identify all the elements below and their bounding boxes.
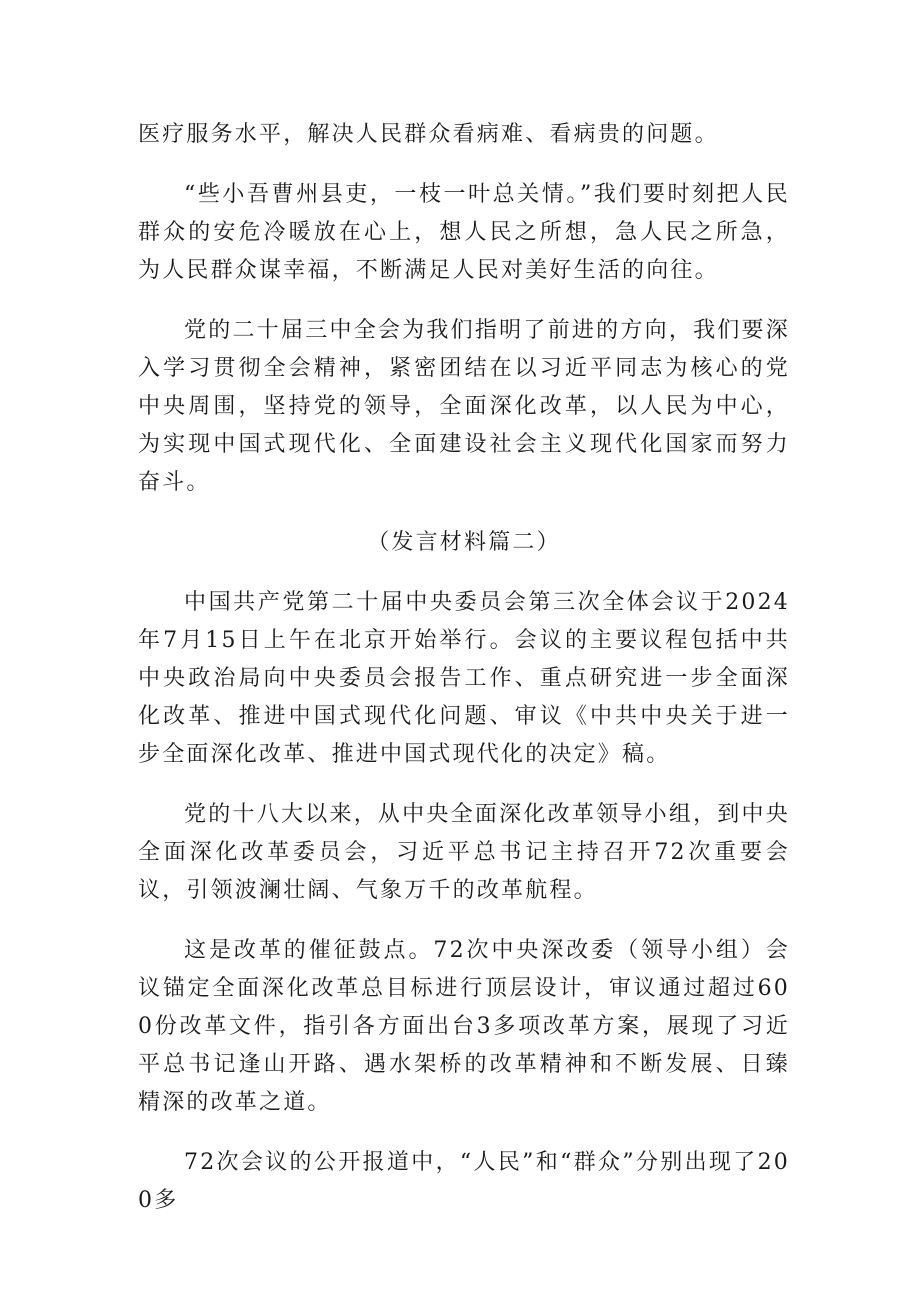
paragraph-reports: 72次会议的公开报道中，“人民”和“群众”分别出现了200多: [138, 1150, 790, 1213]
paragraph-reform-drumbeat: 这是改革的催征鼓点。72次中央深改委（领导小组）会议锚定全面深化改革总目标进行顶层设计，审议通过超过600份改革文件，指引各方面出台3多项改革方案，展现了习近平总书记逢山开路、遇水架桥的改革精神和不断发展、日臻精深的改革之道。: [138, 938, 790, 1115]
document-page: [138, 116, 790, 1220]
section-heading: （发言材料篇二）: [367, 530, 561, 555]
paragraph-continuation: 医疗服务水平，解决人民群众看病难、看病贵的问题。: [138, 122, 719, 147]
paragraph-plenum: 党的二十届三中全会为我们指明了前进的方向，我们要深入学习贯彻全会精神，紧密团结在以习近平同志为核心的党中央周围，坚持党的领导，全面深化改革，以人民为中心，为实现中国式现代化、全面建设社会主义现代化国家而努力奋斗。: [138, 318, 790, 495]
paragraph-meeting: 中国共产党第二十届中央委员会第三次全体会议于2024年7月15日上午在北京开始举行。会议的主要议程包括中共中央政治局向中央委员会报告工作、重点研究进一步全面深化改革、推进中国式现代化问题、审议《中共中央关于进一步全面深化改革、推进中国式现代化的决定》稿。: [138, 590, 790, 767]
paragraph-quote: “些小吾曹州县吏，一枝一叶总关情。”我们要时刻把人民群众的安危冷暖放在心上，想人民之所想，急人民之所急，为人民群众谋幸福，不断满足人民对美好生活的向往。: [138, 182, 790, 283]
paragraph-reform-history: 党的十八大以来，从中央全面深化改革领导小组，到中央全面深化改革委员会，习近平总书记主持召开72次重要会议，引领波澜壮阔、气象万千的改革航程。: [138, 802, 790, 903]
